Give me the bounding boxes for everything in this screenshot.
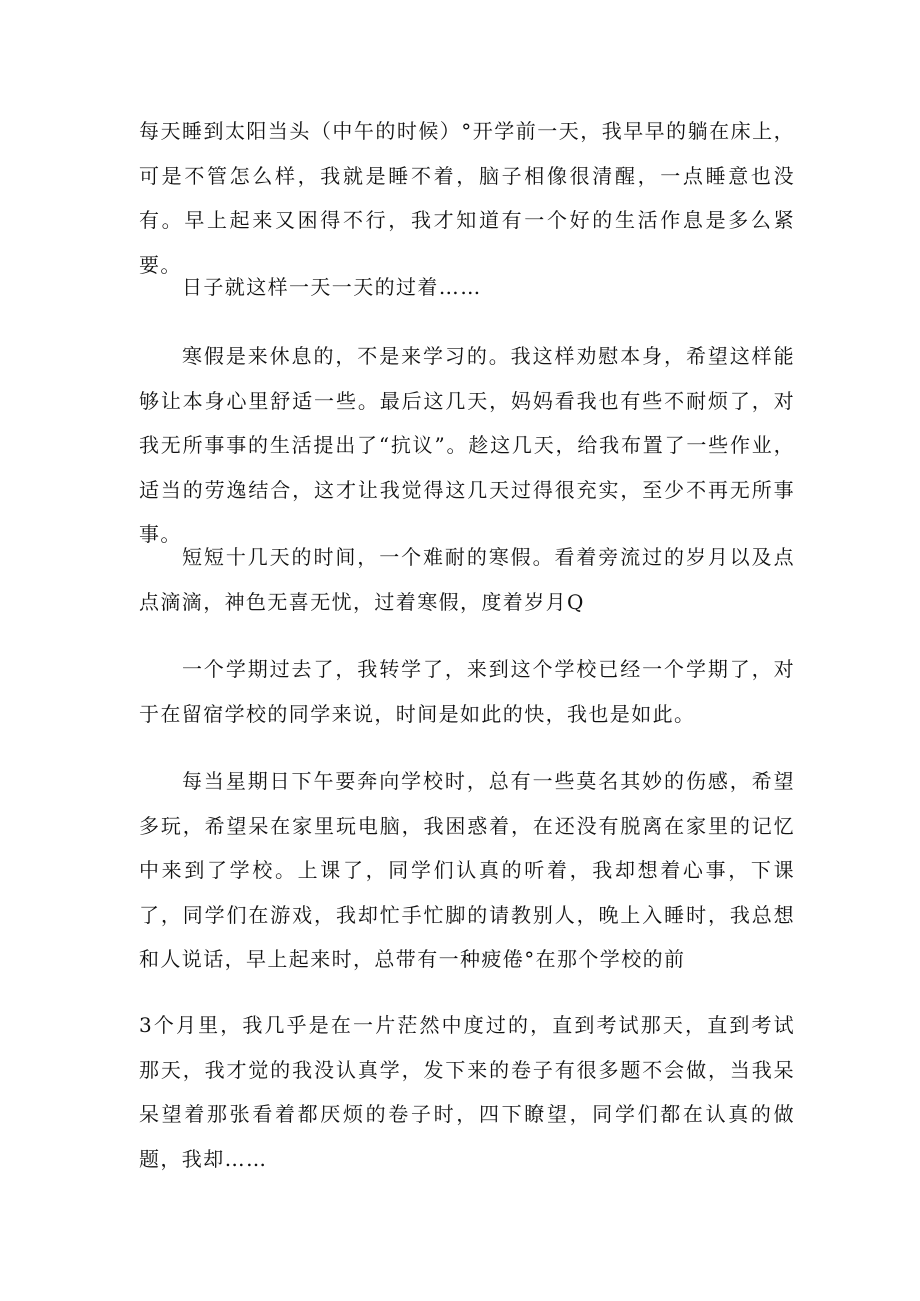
paragraph-7: 3个月里，我几乎是在一片茫然中度过的，直到考试那天，直到考试那天，我才觉的我没认真学，发下来的卷子有很多题不会做，当我呆呆望着那张看着都厌烦的卷子时，四下瞭望，同学们都在认真的做题，我却…… bbox=[139, 1013, 795, 1171]
paragraph-2: 日子就这样一天一天的过着…… bbox=[182, 275, 482, 299]
paragraph-1: 每天睡到太阳当头（中午的时候）°开学前一天，我早早的躺在床上，可是不管怎么样，我就是睡不着，脑子相像很清醒，一点睡意也没有。早上起来又困得不行，我才知道有一个好的生活作息是多么紧要。 bbox=[139, 119, 795, 277]
paragraph-3: 寒假是来休息的，不是来学习的。我这样劝慰本身，希望这样能够让本身心里舒适一些。最后这几天，妈妈看我也有些不耐烦了，对我无所事事的生活提出了“抗议”。趁这几天，给我布置了一些作业，适当的劳逸结合，这才让我觉得这几天过得很充实，至少不再无所事事。 bbox=[139, 344, 795, 546]
paragraph-6: 每当星期日下午要奔向学校时，总有一些莫名其妙的伤感，希望多玩，希望呆在家里玩电脑，我困惑着，在还没有脱离在家里的记忆中来到了学校。上课了，同学们认真的听着，我却想着心事，下课了，同学们在游戏，我却忙手忙脚的请教别人，晚上入睡时，我总想和人说话，早上起来时，总带有一种疲倦°在那个学校的前 bbox=[139, 769, 795, 971]
paragraph-5: 一个学期过去了，我转学了，来到这个学校已经一个学期了，对于在留宿学校的同学来说，时间是如此的快，我也是如此。 bbox=[139, 657, 795, 726]
paragraph-4: 短短十几天的时间，一个难耐的寒假。看着旁流过的岁月以及点点滴滴，神色无喜无忧，过着寒假，度着岁月Q bbox=[139, 545, 795, 614]
